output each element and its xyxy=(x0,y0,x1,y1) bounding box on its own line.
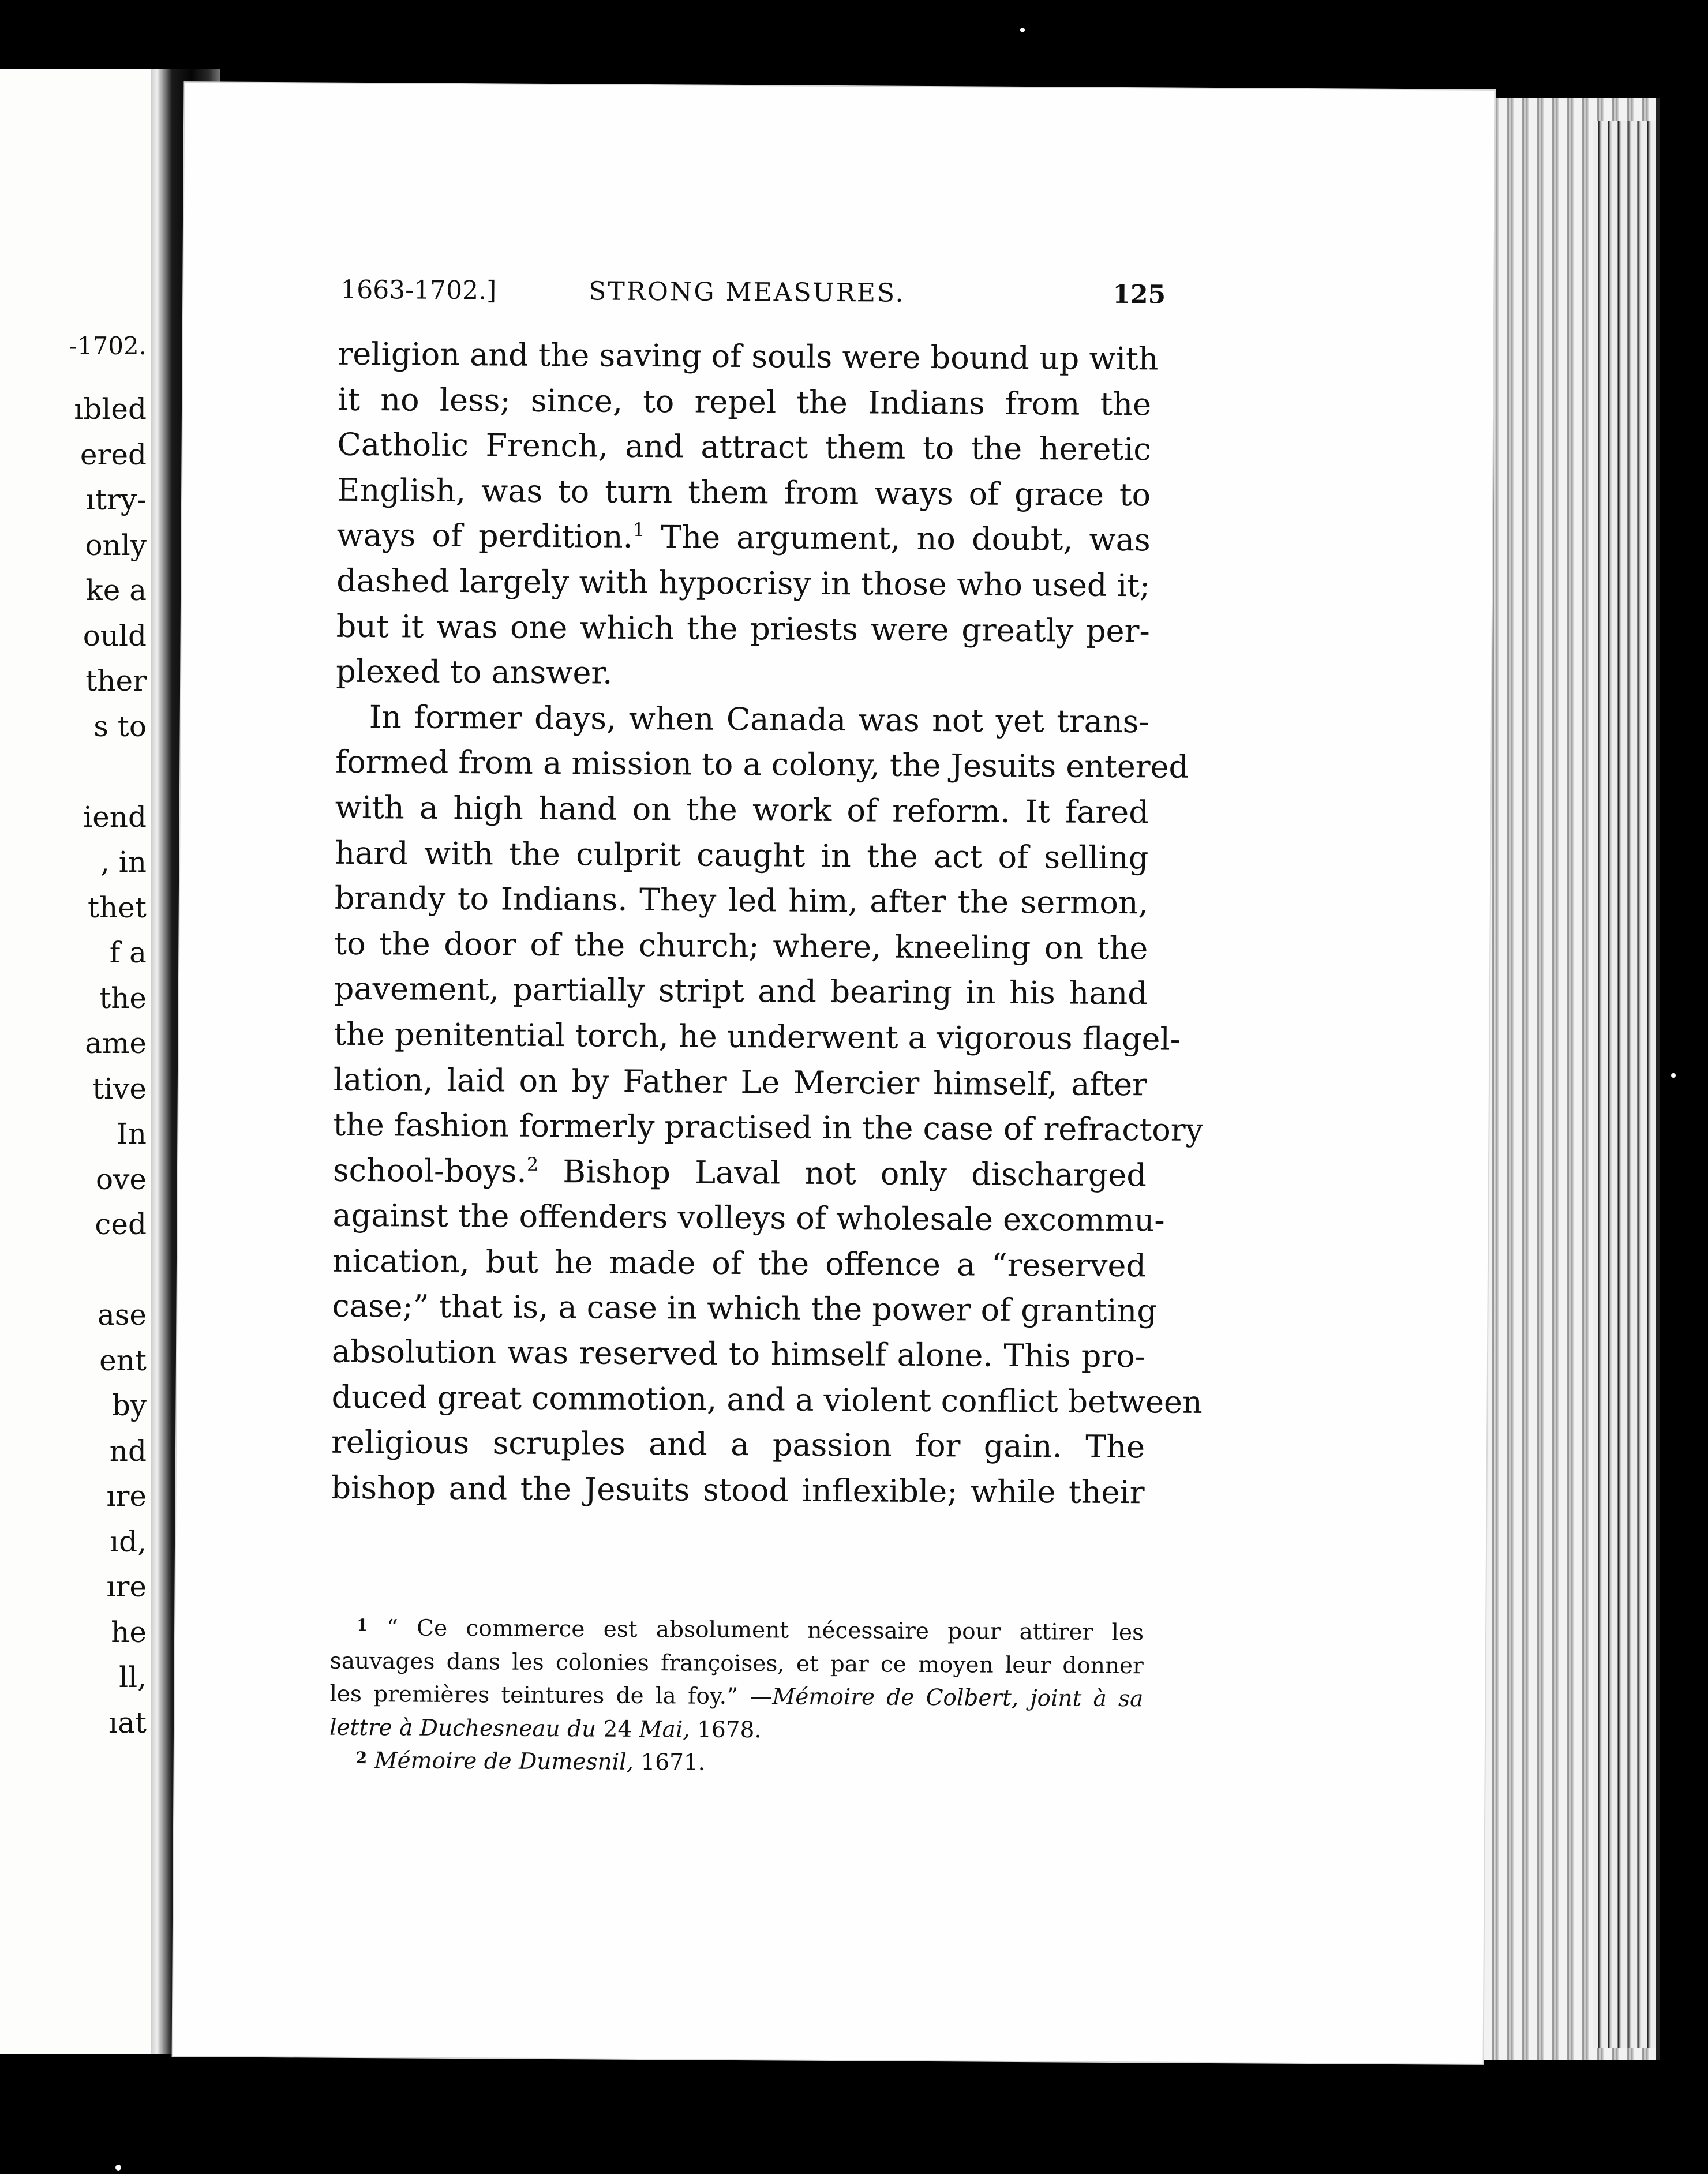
body-text xyxy=(331,332,1204,1516)
text-line: absolution was reserved to himself alone. This pro- xyxy=(331,1333,1146,1375)
text-line: brandy to Indians. They led him, after the sermon, xyxy=(334,879,1149,921)
footnote-1-month: Mai, xyxy=(639,1716,690,1742)
text-line: against the offenders volleys of wholesale excommu- xyxy=(332,1197,1165,1239)
previous-page-line-end: ıbled xyxy=(74,392,147,426)
previous-page-line-end: ıtry- xyxy=(85,483,147,516)
text-segment: Bishop Laval not only discharged xyxy=(538,1153,1147,1194)
previous-page-line-end: nd xyxy=(109,1434,147,1468)
text-line xyxy=(333,1148,1147,1198)
previous-page-line-end: ll, xyxy=(119,1661,147,1694)
text-line: nication, but he made of the offence a “reserved xyxy=(332,1242,1147,1284)
footnote-2-line xyxy=(329,1744,1143,1782)
previous-page-line-end: he xyxy=(111,1615,147,1649)
previous-page-line-end: ered xyxy=(80,437,147,471)
text-line: Catholic French, and attract them to the heretic xyxy=(337,426,1151,468)
text-line: religious scruples and a passion for gain. The xyxy=(331,1423,1145,1465)
text-line: English, was to turn them from ways of grace to xyxy=(336,471,1151,513)
text-line: with a high hand on the work of reform. It fared xyxy=(335,789,1149,831)
text-line: religion and the saving of souls were bound up with xyxy=(338,335,1159,377)
footnote-1-text: les premières teintures de la foy.” — xyxy=(329,1681,773,1710)
text-line xyxy=(336,513,1150,563)
footnote-1-citation: lettre à Duchesneau du xyxy=(329,1714,597,1742)
page-number: 125 xyxy=(1113,279,1166,310)
previous-page-line-end: ent xyxy=(99,1343,147,1377)
text-line: it no less; since, to repel the Indians from the xyxy=(337,381,1152,422)
text-line: In former days, when Canada was not yet trans- xyxy=(369,698,1149,740)
text-line: to the door of the church; where, kneeling on the xyxy=(334,925,1148,967)
running-head xyxy=(340,275,1166,327)
previous-page-line-end: f a xyxy=(109,936,147,969)
previous-page-line-end: ıre xyxy=(106,1479,147,1513)
footnote-2-citation: Mémoire de Dumesnil, xyxy=(374,1748,634,1775)
previous-page-fragment xyxy=(0,69,153,2054)
text-line: hard with the culprit caught in the act of selling xyxy=(335,834,1149,876)
text-line: the penitential torch, he underwent a vigorous flagel- xyxy=(334,1015,1181,1058)
previous-page-running-head: -1702. xyxy=(69,332,147,360)
footnote-1-line: sauvages dans les colonies françoises, et par ce moyen leur donner xyxy=(329,1648,1144,1679)
footnote-2-year: 1671. xyxy=(633,1749,706,1776)
text-line: formed from a mission to a colony, the Jesuits entered xyxy=(335,744,1189,786)
previous-page-line-end: ke a xyxy=(85,574,147,607)
text-segment: ways of perdition. xyxy=(336,517,633,556)
previous-page-line-end: by xyxy=(111,1389,147,1422)
footnotes xyxy=(329,1611,1144,1782)
text-line: duced great commotion, and a violent conflict between xyxy=(331,1378,1203,1420)
text-line: bishop and the Jesuits stood inflexible; while their xyxy=(331,1469,1145,1511)
footnote-2-marker: 2 xyxy=(355,1748,368,1768)
footnote-1-year: 1678. xyxy=(690,1716,762,1743)
text-line: pavement, partially stript and bearing in his hand xyxy=(334,970,1148,1012)
text-line: but it was one which the priests were greatly per- xyxy=(336,608,1150,649)
text-line: dashed largely with hypocrisy in those who used it; xyxy=(336,562,1151,604)
footnote-1-line xyxy=(329,1678,1143,1716)
previous-page-line-end: only xyxy=(85,528,147,562)
text-line: case;” that is, a case in which the power of granting xyxy=(332,1288,1158,1329)
text-segment: school-boys. xyxy=(332,1152,527,1190)
footnote-1-text: “ Ce commerce est absolument nécessaire pour attirer les xyxy=(386,1615,1144,1646)
previous-page-line-end: In xyxy=(117,1117,147,1150)
text-line: the fashion formerly practised in the case of refractory xyxy=(333,1106,1204,1149)
previous-page-line-end: ase xyxy=(97,1298,147,1332)
previous-page-line-end: ced xyxy=(95,1208,147,1241)
previous-page-line-end: , in xyxy=(100,845,147,879)
text-line: plexed to answer. xyxy=(336,653,613,691)
footnote-1-line xyxy=(330,1611,1144,1650)
previous-page-line-end: ove xyxy=(96,1162,147,1196)
previous-page-line-end: iend xyxy=(83,800,147,834)
previous-page-line-end: ther xyxy=(85,664,147,698)
paragraph-2 xyxy=(331,694,1204,1515)
previous-page-line-end xyxy=(74,1247,147,1293)
scan-speck xyxy=(1671,1073,1676,1078)
running-head-title: STRONG MEASURES. xyxy=(589,276,905,308)
previous-page-line-ends xyxy=(74,387,147,1745)
previous-page-line-end: thet xyxy=(88,890,147,924)
previous-page-line-end xyxy=(74,749,147,794)
scan-speck xyxy=(115,2165,121,2171)
previous-page-line-end: ame xyxy=(85,1026,147,1060)
footnote-reference: 1 xyxy=(632,519,645,541)
previous-page-line-end: ıre xyxy=(106,1570,147,1603)
page-block-edge-outer xyxy=(1593,121,1656,2048)
text-segment: The argument, no doubt, was xyxy=(644,519,1151,559)
footnote-1-citation: Mémoire de Colbert, joint à sa xyxy=(772,1684,1144,1712)
book-page-125 xyxy=(173,83,1495,2064)
text-line: lation, laid on by Father Le Mercier himself, after xyxy=(333,1061,1148,1103)
footnote-1-marker: 1 xyxy=(357,1615,368,1635)
scan-speck xyxy=(1020,28,1025,32)
previous-page-line-end: ıd, xyxy=(110,1524,147,1558)
previous-page-line-end: s to xyxy=(93,709,147,743)
footnote-1-day: 24 xyxy=(596,1716,639,1742)
previous-page-line-end: tive xyxy=(92,1071,147,1105)
footnote-1-line xyxy=(329,1711,1143,1749)
footnote-reference: 2 xyxy=(526,1153,539,1175)
previous-page-line-end: the xyxy=(99,981,147,1015)
paragraph-1 xyxy=(336,332,1159,699)
previous-page-line-end: ıat xyxy=(108,1706,147,1740)
running-head-date-range: 1663-1702.] xyxy=(340,275,497,306)
previous-page-line-end: ould xyxy=(83,619,147,653)
